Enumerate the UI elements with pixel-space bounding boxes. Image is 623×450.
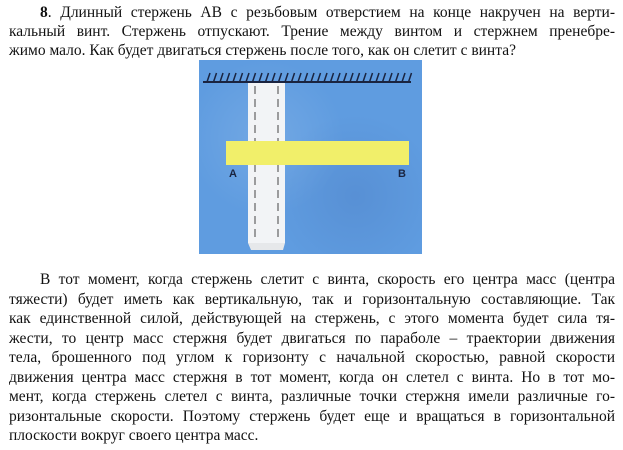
hatch-mark — [292, 73, 295, 82]
hatch-mark — [272, 73, 275, 82]
vertical-screw — [248, 83, 285, 250]
hatch-mark — [305, 73, 308, 82]
hatch-mark — [318, 73, 321, 82]
hatch-mark — [246, 73, 249, 82]
answer-line: жести, то центр масс стержня будет двигаться по параболе – траектории движения — [9, 329, 615, 347]
hatch-mark — [214, 73, 217, 82]
answer-line: ризонтальные скорости. Поэтому стержень будет еще и вращаться в горизонтальной — [9, 407, 615, 425]
label-a: A — [229, 168, 237, 180]
hatch-mark — [363, 73, 366, 82]
answer-line: мент, когда стержень слетел с винта, различные точки стержня имели различные го- — [9, 388, 615, 405]
hatch-mark — [376, 73, 379, 82]
hatch-mark — [389, 73, 392, 82]
rod-ab — [226, 141, 409, 165]
hatch-mark — [233, 73, 236, 82]
problem-line-3: жимо мало. Как будет двигаться стержень после того, как он слетит с винта? — [9, 42, 516, 59]
answer-line: плоскости вокруг своего центра масс. — [9, 427, 259, 444]
hatch-mark — [240, 73, 243, 82]
hatch-mark — [207, 73, 210, 82]
problem-line-1: 8. Длинный стержень AB с резьбовым отверстием на конце накручен на верти- — [40, 4, 615, 21]
figure-rod-on-screw — [199, 60, 422, 254]
hatch-mark — [279, 73, 282, 82]
hatch-mark — [220, 73, 223, 82]
hatch-mark — [370, 73, 373, 82]
hatch-mark — [259, 73, 262, 82]
problem-line-2: кальный винт. Стержень отпускают. Трение между винтом и стержнем пренебре- — [9, 23, 615, 40]
hatch-mark — [383, 73, 386, 82]
hatch-mark — [396, 73, 399, 82]
answer-line: как единственной силой, действующей на стержень, с этого момента будет сила тя- — [9, 310, 615, 327]
answer-line: тяжести) будет иметь как вертикальную, так и горизонтальную составляющие. Так — [9, 290, 615, 308]
hatch-mark — [266, 73, 269, 82]
hatch-mark — [409, 73, 412, 82]
hatch-mark — [350, 73, 353, 82]
hatch-mark — [331, 73, 334, 82]
hatch-mark — [298, 73, 301, 82]
hatch-mark — [311, 73, 314, 82]
hatch-mark — [285, 73, 288, 82]
figure-drawing — [199, 60, 422, 254]
hatch-mark — [344, 73, 347, 82]
ceiling-hatching — [203, 73, 412, 82]
problem-number: 8 — [40, 4, 48, 21]
hatch-mark — [227, 73, 230, 82]
hatch-mark — [253, 73, 256, 82]
label-b: B — [398, 168, 406, 180]
hatch-mark — [337, 73, 340, 82]
answer-line: движения центра масс стержня в тот момент, когда он слетел с винта. Но в тот мо- — [9, 368, 615, 386]
answer-line: тела, брошенного под углом к горизонту с начальной скоростью, равной скорости — [9, 349, 615, 366]
hatch-mark — [357, 73, 360, 82]
answer-line: В тот момент, когда стержень слетит с винта, скорость его центра масс (центра — [40, 271, 615, 288]
hatch-mark — [324, 73, 327, 82]
hatch-mark — [402, 73, 405, 82]
